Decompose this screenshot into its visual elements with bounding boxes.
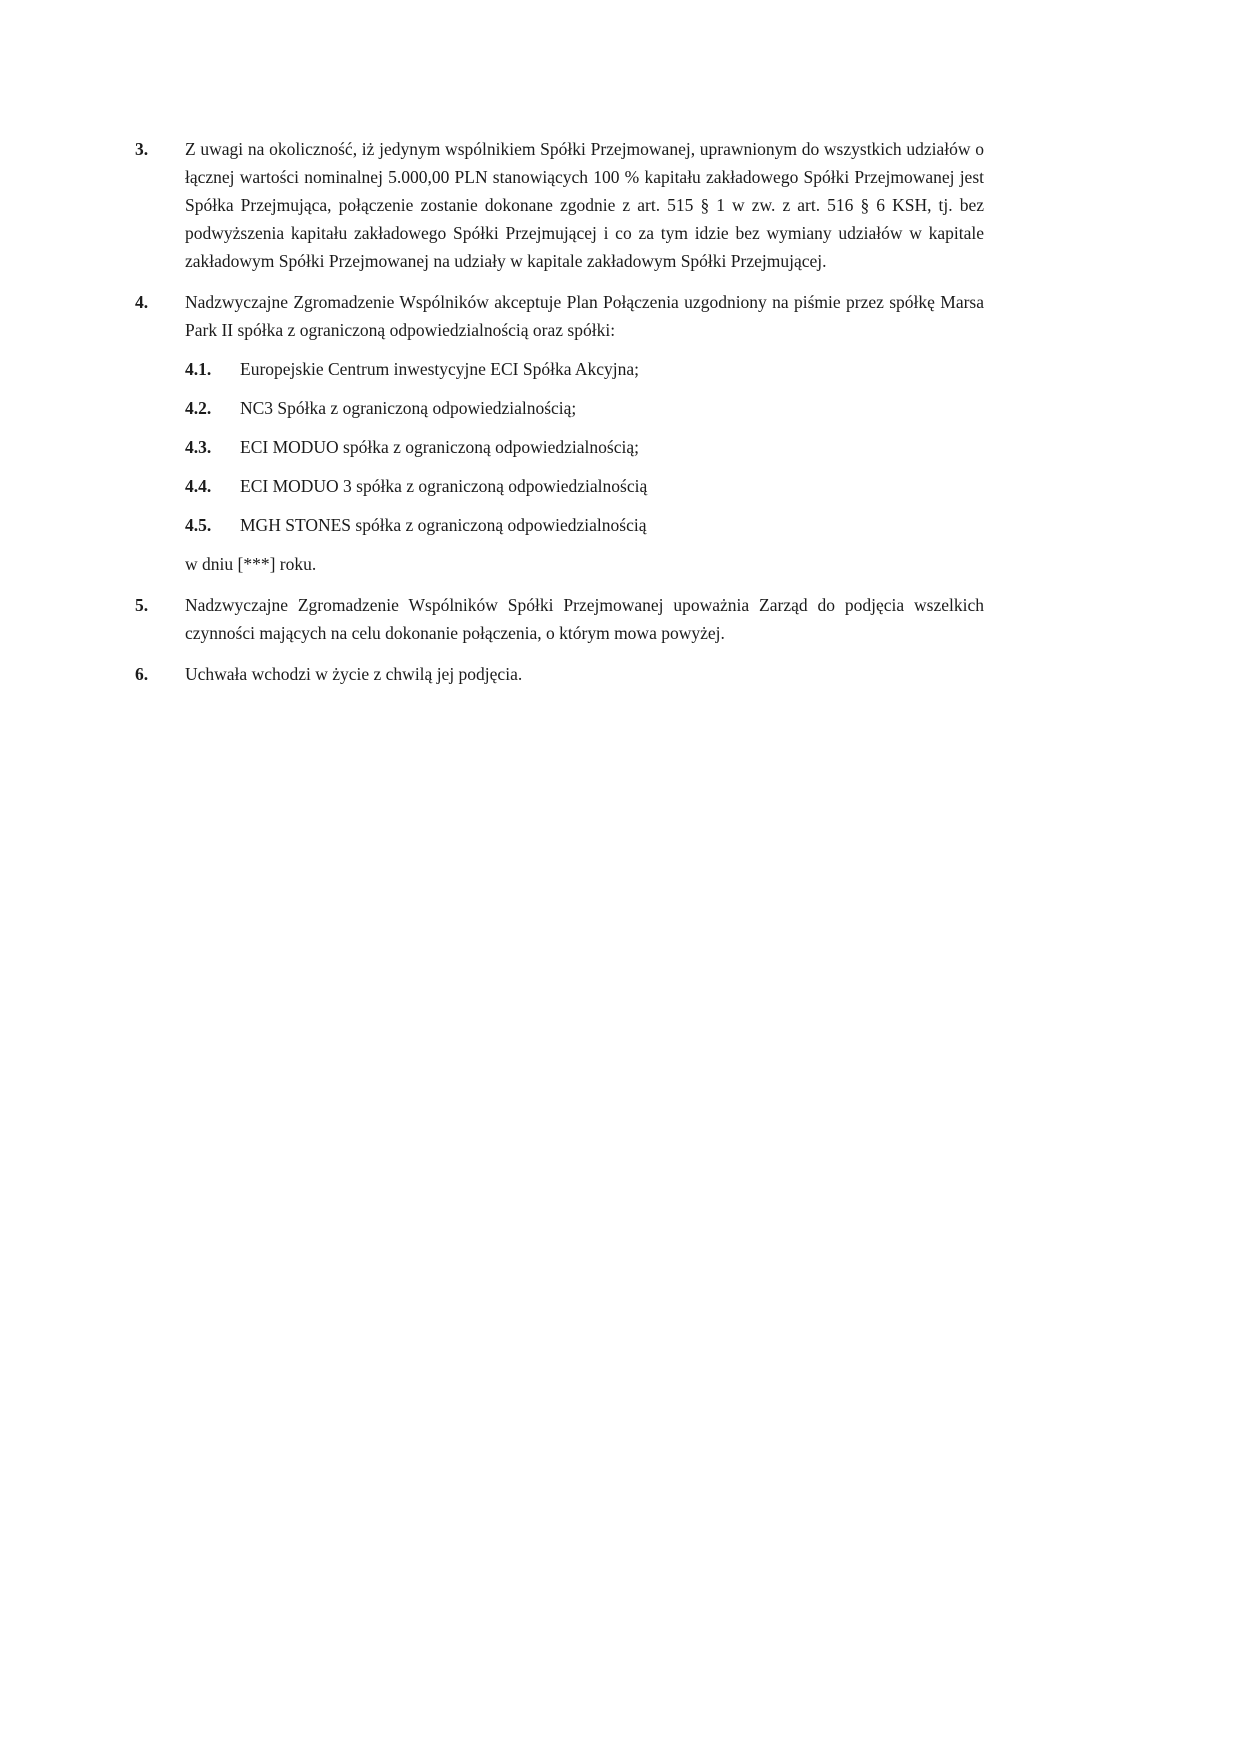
sub-item-number: 4.1. — [185, 359, 212, 379]
sub-item-4-5 — [185, 511, 984, 539]
item-number: 5. — [135, 595, 149, 615]
sub-item-4-1 — [185, 355, 984, 383]
item-number: 4. — [135, 292, 149, 312]
sub-item-text: ECI MODUO 3 spółka z ograniczoną odpowiedzialnością — [240, 476, 648, 496]
item-text: Nadzwyczajne Zgromadzenie Wspólników akceptuje Plan Połączenia uzgodniony na piśmie przez spółkę Marsa Park II spółka z ograniczoną odpowiedzialnością oraz spółki: — [185, 292, 984, 340]
list-item-5 — [135, 591, 984, 647]
sub-item-4-4 — [185, 472, 984, 500]
list-item-3 — [135, 135, 984, 275]
item-trailing-text: w dniu [***] roku. — [185, 554, 317, 574]
sub-item-number: 4.3. — [185, 437, 212, 457]
sub-item-4-3 — [185, 433, 984, 461]
sub-item-number: 4.5. — [185, 515, 212, 535]
item-number: 3. — [135, 139, 149, 159]
sub-item-text: Europejskie Centrum inwestycyjne ECI Spółka Akcyjna; — [240, 359, 640, 379]
sub-item-number: 4.4. — [185, 476, 212, 496]
item-text: Z uwagi na okoliczność, iż jedynym wspólnikiem Spółki Przejmowanej, uprawnionym do wszystkich udziałów o łącznej wartości nominalnej 5.000,00 PLN stanowiących 100 % kapitału zakładowego Spółki Przejmowanej jest Spółka Przejmująca, połączenie zostanie dokonane zgodnie z art. 515 § 1 w zw. z art. 516 § 6 KSH, tj. bez podwyższenia kapitału zakładowego Spółki Przejmującej i co za tym idzie bez wymiany udziałów w kapitale zakładowym Spółki Przejmowanej na udziały w kapitale zakładowym Spółki Przejmującej. — [185, 139, 984, 271]
item-text: Nadzwyczajne Zgromadzenie Wspólników Spółki Przejmowanej upoważnia Zarząd do podjęcia wszelkich czynności mających na celu dokonanie połączenia, o którym mowa powyżej. — [185, 595, 984, 643]
list-item-4 — [135, 288, 984, 578]
item-number: 6. — [135, 664, 149, 684]
list-item-6 — [135, 660, 984, 688]
item-text: Uchwała wchodzi w życie z chwilą jej podjęcia. — [185, 664, 523, 684]
sub-item-text: ECI MODUO spółka z ograniczoną odpowiedzialnością; — [240, 437, 639, 457]
sub-item-4-2 — [185, 394, 984, 422]
sub-item-number: 4.2. — [185, 398, 212, 418]
item-body — [185, 288, 984, 578]
sub-item-text: MGH STONES spółka z ograniczoną odpowiedzialnością — [240, 515, 647, 535]
sub-item-text: NC3 Spółka z ograniczoną odpowiedzialnością; — [240, 398, 577, 418]
